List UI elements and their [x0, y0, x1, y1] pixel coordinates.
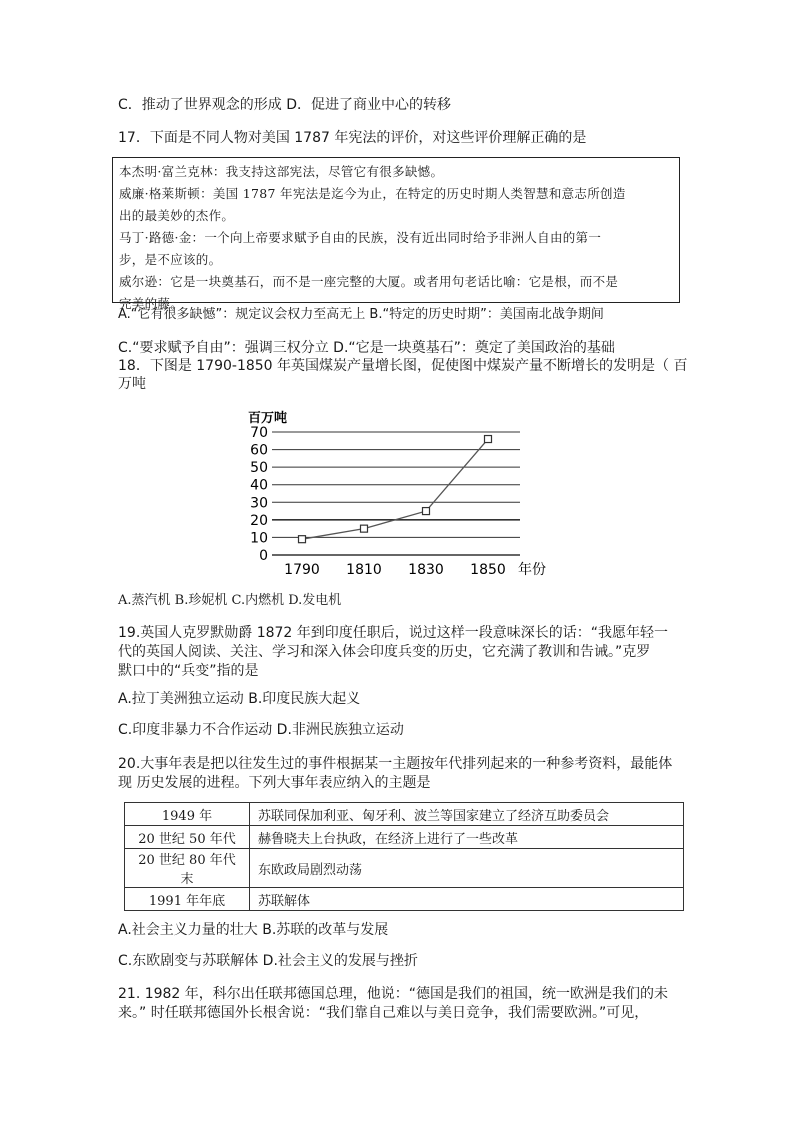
quote-line: 本杰明·富兰克林：我支持这部宪法，尽管它有很多缺憾。 [119, 164, 444, 179]
quote-line: 出的最美妙的杰作。 [119, 208, 235, 223]
data-point [299, 536, 306, 543]
quote-line: 威尔逊：它是一块奠基石，而不是一座完整的大厦。或者用句老话比喻：它是根，而不是 [119, 274, 619, 289]
q21-line2: 来。” 时任联邦德国外长根舍说：“我们靠自己难以与美日竞争，我们需要欧洲。”可见， [118, 1005, 649, 1021]
y-tick-label: 70 [250, 425, 268, 441]
y-tick-label: 50 [250, 460, 268, 477]
data-point [423, 508, 430, 515]
q18-stem-line1: 18．下图是 1790-1850 年英国煤炭产量增长图，促使图中煤炭产量不断增长的发明是（ 百 [118, 358, 688, 374]
q21-line1: 21. 1982 年，科尔出任联邦德国总理，他说：“德国是我们的祖国，统一欧洲是我们的未 [118, 986, 669, 1002]
event-cell: 赫鲁晓夫上台执政，在经济上进行了一些改革 [250, 826, 684, 849]
y-tick-label: 0 [259, 548, 268, 564]
y-tick-label: 20 [250, 512, 268, 529]
year-cell: 1991 年年底 [125, 888, 250, 911]
y-tick-label: 30 [250, 495, 268, 512]
y-tick-label: 10 [250, 530, 268, 547]
q17-option-cd: C.“要求赋予自由”：强调三权分立 D.“它是一块奠基石”：奠定了美国政治的基础 [118, 340, 615, 356]
event-cell: 东欧政局剧烈动荡 [250, 849, 684, 888]
quote-line: 完美的藤。 [119, 296, 184, 311]
event-cell: 苏联同保加利亚、匈牙利、波兰等国家建立了经济互助委员会 [250, 803, 684, 826]
quote-line: 步，是不应该的。 [119, 252, 222, 267]
quote-line: 威廉·格莱斯顿：美国 1787 年宪法是迄今为止，在特定的历史时期人类智慧和意志所创造 [119, 186, 626, 201]
y-axis-label: 百万吨 [248, 411, 288, 426]
q20-line2: 现 历史发展的进程。下列大事年表应纳入的主题是 [118, 775, 431, 791]
table-row [125, 803, 684, 826]
table-row [125, 888, 684, 911]
data-point [485, 436, 492, 443]
y-tick-label: 60 [250, 442, 268, 459]
series-line [302, 439, 488, 539]
table-row [125, 849, 684, 888]
q20-option-cd: C.东欧剧变与苏联解体 D.社会主义的发展与挫折 [118, 953, 418, 969]
events-table [124, 802, 684, 911]
q17-option-ab: A.“它有很多缺憾”：规定议会权力至高无上 B.“特定的历史时期”：美国南北战争期间 [118, 307, 604, 322]
coal-production-chart [240, 400, 580, 585]
table-row [125, 826, 684, 849]
year-cell: 1949 年 [125, 803, 250, 826]
q18-stem-line2: 万吨 [118, 376, 146, 392]
q20-line1: 20.大事年表是把以往发生过的事件根据某一主题按年代排列起来的一种参考资料，最能体 [118, 756, 673, 772]
year-cell: 20 世纪 50 年代 [125, 826, 250, 849]
q17-quote-box [112, 157, 680, 311]
x-axis-label: 年份 [518, 562, 546, 578]
q19-option-cd: C.印度非暴力不合作运动 D.非洲民族独立运动 [118, 722, 404, 738]
year-cell: 20 世纪 80 年代末 [125, 849, 250, 888]
q20-option-ab: A.社会主义力量的壮大 B.苏联的改革与发展 [118, 922, 389, 938]
y-tick-label: 40 [250, 477, 268, 494]
q16-options: C．推动了世界观念的形成 D．促进了商业中心的转移 [118, 97, 452, 113]
event-cell: 苏联解体 [250, 888, 684, 911]
x-tick-label: 1810 [346, 562, 382, 578]
q17-stem: 17．下面是不同人物对美国 1787 年宪法的评价，对这些评价理解正确的是 [118, 130, 587, 146]
q19-option-ab: A.拉丁美洲独立运动 B.印度民族大起义 [118, 691, 361, 707]
x-tick-label: 1850 [470, 562, 506, 578]
x-tick-label: 1830 [408, 562, 444, 578]
quote-line: 马丁·路德·金：一个向上帝要求赋予自由的民族，没有近出同时给予非洲人自由的第一 [119, 230, 602, 245]
data-point [361, 525, 368, 532]
q18-options: A.蒸汽机 B.珍妮机 C.内燃机 D.发电机 [118, 593, 342, 608]
q19-line1: 19.英国人克罗默勋爵 1872 年到印度任职后，说过这样一段意味深长的话：“我愿年轻一 [118, 625, 669, 641]
q19-line2: 代的英国人阅读、关注、学习和深入体会印度兵变的历史，它充满了教训和告诫。”克罗 [118, 644, 651, 660]
q19-line3: 默口中的“兵变”指的是 [118, 663, 259, 679]
x-tick-label: 1790 [284, 562, 320, 578]
